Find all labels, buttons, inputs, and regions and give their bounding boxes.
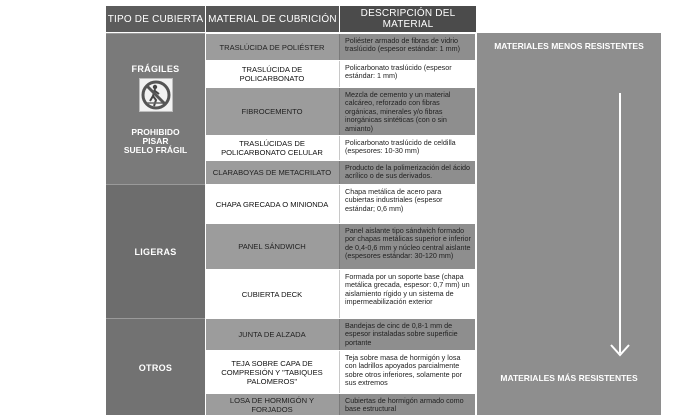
material-cell: TRASLÚCIDA DE POLICARBONATO bbox=[239, 65, 305, 83]
material-cell: LOSA DE HORMIGÓN Y FORJADOS bbox=[229, 395, 315, 414]
table-row bbox=[206, 393, 475, 415]
description-cell: Poliéster armado de fibras de vidrio traslúcido (espesor estándar: 1 mm) bbox=[339, 34, 475, 60]
table-row bbox=[206, 33, 475, 60]
sign-caption-3: SUELO FRÁGIL bbox=[123, 145, 188, 155]
header-tipo: TIPO DE CUBIERTA bbox=[106, 6, 205, 32]
no-walking-fragile-roof-icon bbox=[139, 78, 173, 112]
table-row bbox=[206, 160, 475, 184]
material-cell: PANEL SÁNDWICH bbox=[238, 242, 306, 251]
material-cell: TRASLÚCIDAS DE POLICARBONATO CELULAR bbox=[221, 139, 323, 157]
material-cell: JUNTA DE ALZADA bbox=[238, 330, 306, 339]
description-cell: Policarbonato traslúcido (espesor estándar: 1 mm) bbox=[339, 61, 475, 87]
description-cell: Producto de la polimerización del ácido acrílico o de sus derivados. bbox=[339, 161, 475, 184]
sign-caption-1: PROHIBIDO bbox=[131, 127, 180, 137]
group-otros bbox=[106, 318, 205, 415]
description-cell: Teja sobre masa de hormigón y losa con ladrillos apoyados parcialmente sobre otros inferiores, solamente por sus extremos bbox=[339, 351, 475, 393]
group-label-otros: OTROS bbox=[138, 363, 173, 373]
sign-caption-2: PISAR bbox=[142, 136, 169, 146]
description-cell: Mezcla de cemento y un material calcáreo, reforzado con fibras orgánicas, minerales y/o fibras inorgánicas sintéticas (con o sin amianto) bbox=[339, 88, 475, 135]
table-row bbox=[206, 269, 475, 318]
description-cell: Cubiertas de hormigón armado como base estructural bbox=[339, 394, 475, 415]
resistance-top-label: MATERIALES MENOS RESISTENTES bbox=[494, 41, 644, 51]
table-row bbox=[206, 184, 475, 223]
resistance-column bbox=[477, 33, 661, 415]
description-cell: Formada por un soporte base (chapa metálica grecada, espesor: 0,7 mm) un aislamiento rígido y un sistema de impermeabilización exterior bbox=[339, 270, 475, 318]
table-row bbox=[206, 350, 475, 393]
group-label-ligeras: LIGERAS bbox=[134, 247, 177, 257]
header-descripcion: DESCRIPCIÓN DEL MATERIAL bbox=[339, 6, 476, 32]
resistance-bottom-label: MATERIALES MÁS RESISTENTES bbox=[500, 373, 638, 383]
table-row bbox=[206, 60, 475, 87]
material-cell: CLARABOYAS DE METACRILATO bbox=[212, 168, 332, 177]
material-cell: CHAPA GRECADA O MINIONDA bbox=[215, 199, 329, 209]
group-fragiles bbox=[106, 33, 205, 184]
group-label-fragiles: FRÁGILES bbox=[131, 64, 180, 74]
table-row bbox=[206, 135, 475, 160]
description-cell: Chapa metálica de acero para cubiertas industriales (espesor estándar; 0,6 mm) bbox=[339, 185, 475, 223]
description-cell: Bandejas de cinc de 0,8-1 mm de espesor instaladas sobre superficie portante bbox=[339, 319, 475, 350]
header-material: MATERIAL DE CUBRICIÓN bbox=[205, 6, 339, 32]
group-ligeras bbox=[106, 184, 205, 318]
table-row bbox=[206, 318, 475, 350]
description-cell: Panel aislante tipo sándwich formado por chapas metálicas superior e inferior de 0,4-0,6 mm y núcleo central aislante (espesores estándar: 30-120 mm) bbox=[339, 224, 475, 269]
table-row bbox=[206, 87, 475, 135]
material-cell: CUBIERTA DECK bbox=[241, 289, 303, 299]
material-cell: TEJA SOBRE CAPA DE COMPRESIÓN Y "TABIQUES PALOMEROS" bbox=[221, 358, 323, 386]
table-row bbox=[206, 223, 475, 269]
material-cell: TRASLÚCIDA DE POLIÉSTER bbox=[219, 42, 325, 52]
roof-materials-table bbox=[106, 6, 661, 415]
arrow-down-icon bbox=[477, 33, 661, 415]
material-cell: FIBROCEMENTO bbox=[241, 107, 303, 116]
description-cell: Policarbonato traslúcido de celdilla (espesores: 10-30 mm) bbox=[339, 136, 475, 160]
